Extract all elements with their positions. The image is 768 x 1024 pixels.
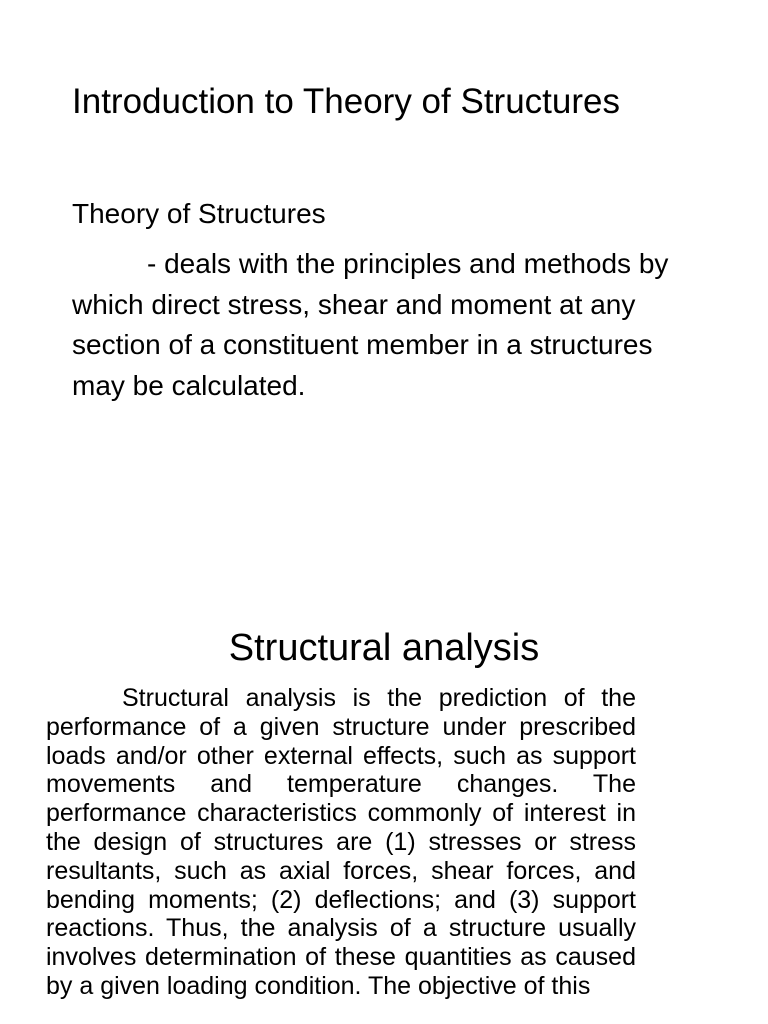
body-paragraph: Structural analysis is the prediction of the performance of a given structure under prescribed loads and/or other external effects, such as support movements and temperature changes. The performance characteristics commonly of interest in the design of structures are (1) stresses or stress resultants, such as axial forces, shear forces, and bending moments; (2) deflections; and (3) support reactions. Thus, the analysis of a structure usually involves determination of these quantities as caused by a given loading condition. The objective of this — [46, 684, 636, 1000]
slide-title: Structural analysis — [228, 627, 540, 669]
slide-structural-analysis — [0, 560, 768, 1024]
term-heading: Theory of Structures — [72, 198, 326, 229]
slide-title: Introduction to Theory of Structures — [72, 82, 620, 121]
term-definition: - deals with the principles and methods by which direct stress, shear and moment at any section of a constituent member in a structures may be calculated. — [72, 248, 669, 401]
